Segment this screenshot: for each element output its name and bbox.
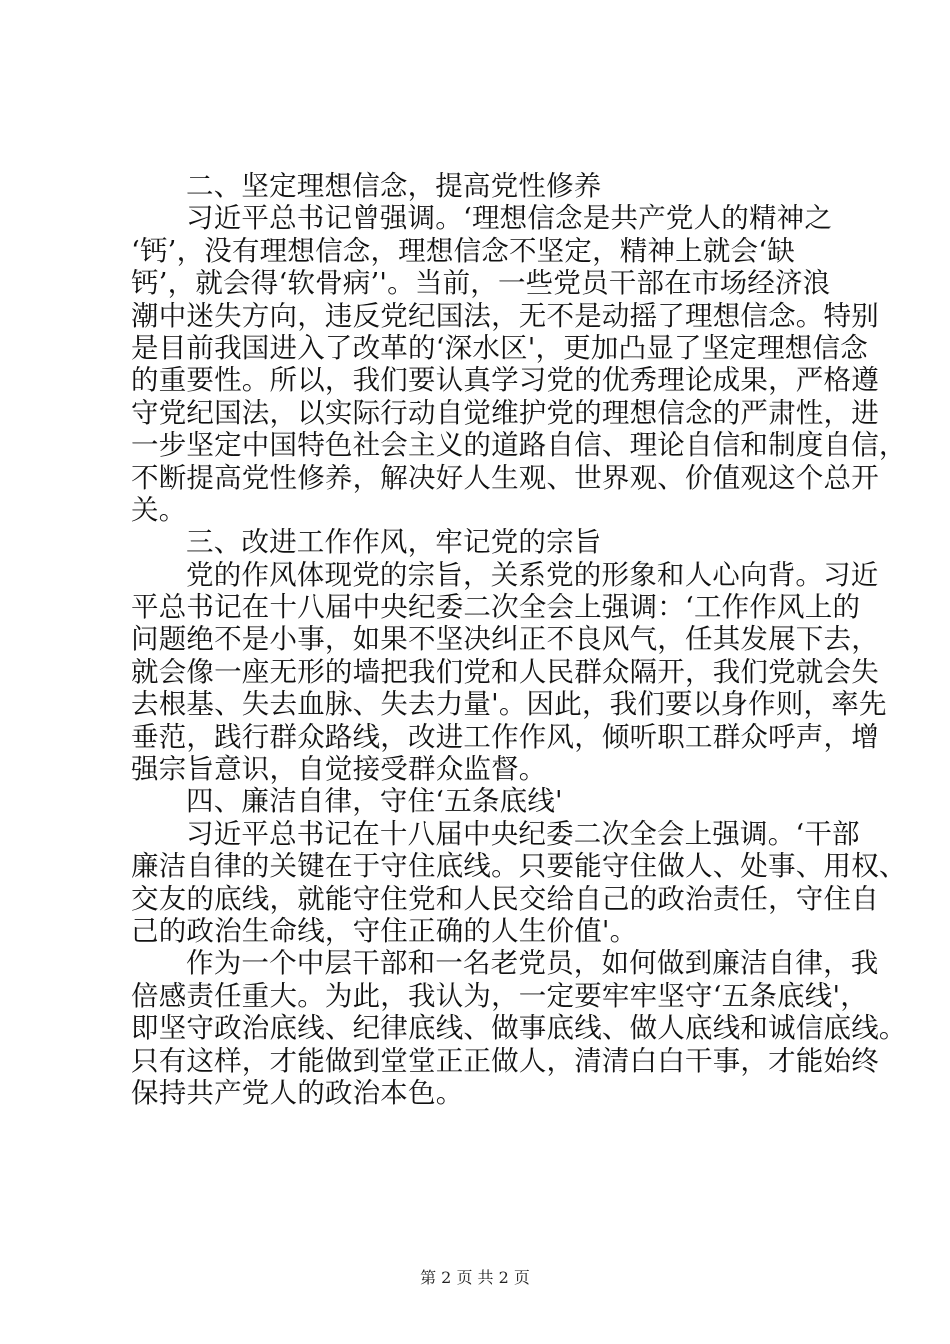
paragraph-line: 去根基、失去血脉、失去力量'。因此，我们要以身作则，率先 bbox=[131, 688, 887, 721]
paragraph-line: 守党纪国法，以实际行动自觉维护党的理想信念的严肃性，进 bbox=[131, 396, 879, 429]
page-number-footer: 第 2 页 共 2 页 bbox=[420, 1268, 530, 1287]
paragraph-line: 一步坚定中国特色社会主义的道路自信、理论自信和制度自信， bbox=[131, 429, 907, 462]
paragraph-line: 平总书记在十八届中央纪委二次全会上强调：‘工作作风上的 bbox=[131, 591, 861, 624]
paragraph-line: 就会像一座无形的墙把我们党和人民群众隔开，我们党就会失 bbox=[131, 655, 879, 688]
paragraph-line: 己的政治生命线，守住正确的人生价值'。 bbox=[131, 914, 638, 947]
paragraph-line: 只有这样，才能做到堂堂正正做人，清清白白干事，才能始终 bbox=[131, 1044, 879, 1077]
paragraph-line: 垂范，践行群众路线，改进工作作风，倾听职工群众呼声，增 bbox=[131, 720, 879, 753]
paragraph-line: 问题绝不是小事，如果不坚决纠正不良风气，任其发展下去， bbox=[131, 623, 879, 656]
paragraph-line: 倍感责任重大。为此，我认为，一定要牢牢坚守‘五条底线'， bbox=[131, 979, 868, 1012]
heading-work-style: 三、改进工作作风，牢记党的宗旨 bbox=[186, 526, 602, 559]
heading-integrity: 四、廉洁自律，守住‘五条底线' bbox=[186, 785, 563, 818]
paragraph-line: 习近平总书记在十八届中央纪委二次全会上强调。‘干部 bbox=[186, 817, 860, 850]
paragraph-line: 强宗旨意识，自觉接受群众监督。 bbox=[131, 753, 547, 786]
paragraph-line: 习近平总书记曾强调。‘理想信念是共产党人的精神之 bbox=[186, 202, 833, 235]
paragraph-line: 保持共产党人的政治本色。 bbox=[131, 1076, 464, 1109]
paragraph-line: 廉洁自律的关键在于守住底线。只要能守住做人、处事、用权、 bbox=[131, 850, 907, 883]
paragraph-line: ‘钙’，没有理想信念，理想信念不坚定，精神上就会‘缺 bbox=[131, 234, 795, 267]
document-body bbox=[131, 170, 907, 1109]
paragraph-line: 钙’，就会得‘软骨病’'。当前，一些党员干部在市场经济浪 bbox=[131, 267, 831, 300]
paragraph-line: 是目前我国进入了改革的‘深水区'，更加凸显了坚定理想信念 bbox=[131, 331, 868, 364]
paragraph-line: 即坚守政治底线、纪律底线、做事底线、做人底线和诚信底线。 bbox=[131, 1012, 907, 1045]
heading-ideals: 二、坚定理想信念，提高党性修养 bbox=[186, 170, 602, 202]
paragraph-line: 党的作风体现党的宗旨，关系党的形象和人心向背。习近 bbox=[186, 558, 879, 591]
paragraph-line: 作为一个中层干部和一名老党员，如何做到廉洁自律，我 bbox=[186, 947, 879, 980]
paragraph-line: 的重要性。所以，我们要认真学习党的优秀理论成果，严格遵 bbox=[131, 364, 879, 397]
paragraph-line: 潮中迷失方向，违反党纪国法，无不是动摇了理想信念。特别 bbox=[131, 299, 879, 332]
paragraph-line: 交友的底线，就能守住党和人民交给自己的政治责任，守住自 bbox=[131, 882, 879, 915]
paragraph-line: 关。 bbox=[131, 493, 187, 526]
paragraph-line: 不断提高党性修养，解决好人生观、世界观、价值观这个总开 bbox=[131, 461, 879, 494]
